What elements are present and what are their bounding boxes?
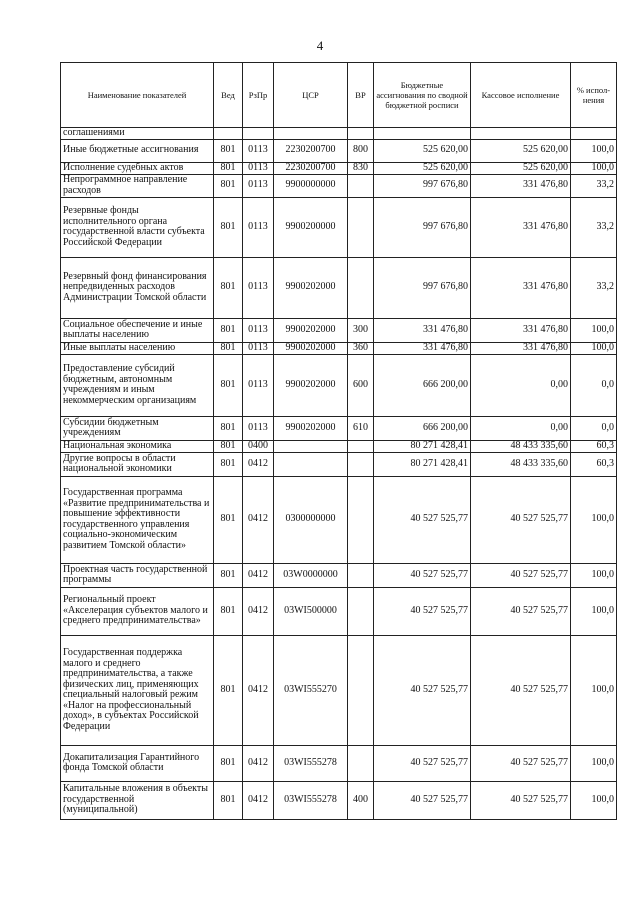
row-csr: 9900000000: [274, 174, 348, 197]
row-budget: 997 676,80: [374, 174, 471, 197]
row-ved: 801: [214, 257, 243, 318]
header-ved: Вед: [214, 63, 243, 128]
row-pct: 100,0: [571, 342, 617, 354]
row-rzpr: 0113: [243, 416, 274, 440]
row-cash: 331 476,80: [471, 197, 571, 257]
row-csr: 03WI555278: [274, 781, 348, 819]
row-vr: [348, 476, 374, 563]
row-name: Предоставление субсидий бюджетным, автономным учреждениям и иным некоммерческим организациям: [61, 354, 214, 416]
row-pct: 100,0: [571, 587, 617, 635]
row-cash: 331 476,80: [471, 318, 571, 342]
row-name: Резервные фонды исполнительного органа государственной власти субъекта Российской Федерации: [61, 197, 214, 257]
row-budget: 666 200,00: [374, 354, 471, 416]
table-row: [61, 416, 617, 440]
row-cash: 40 527 525,77: [471, 476, 571, 563]
row-cash: 525 620,00: [471, 139, 571, 162]
row-csr: 9900202000: [274, 416, 348, 440]
row-budget: 40 527 525,77: [374, 635, 471, 745]
row-budget: 40 527 525,77: [374, 476, 471, 563]
row-pct: 0,0: [571, 354, 617, 416]
table-row: [61, 452, 617, 476]
budget-execution-table: [60, 62, 617, 820]
row-rzpr: 0113: [243, 342, 274, 354]
row-ved: 801: [214, 342, 243, 354]
row-csr: 03WI555270: [274, 635, 348, 745]
row-pct: 33,2: [571, 197, 617, 257]
row-name: Иные выплаты населению: [61, 342, 214, 354]
row-pct: 100,0: [571, 476, 617, 563]
row-pct: 100,0: [571, 563, 617, 587]
row-rzpr: 0412: [243, 745, 274, 781]
row-vr: 400: [348, 781, 374, 819]
row-csr: 9900200000: [274, 197, 348, 257]
row-budget: 331 476,80: [374, 318, 471, 342]
row-name: Резервный фонд финансирования непредвиденных расходов Администрации Томской области: [61, 257, 214, 318]
row-cash: [471, 128, 571, 140]
header-rzpr: РзПр: [243, 63, 274, 128]
row-pct: 100,0: [571, 745, 617, 781]
row-rzpr: 0113: [243, 257, 274, 318]
row-name: Другие вопросы в области национальной экономики: [61, 452, 214, 476]
table-header-row: [61, 63, 617, 128]
row-ved: [214, 128, 243, 140]
row-pct: 100,0: [571, 162, 617, 174]
row-ved: 801: [214, 745, 243, 781]
row-pct: [571, 128, 617, 140]
row-budget: 525 620,00: [374, 162, 471, 174]
row-ved: 801: [214, 354, 243, 416]
row-budget: 80 271 428,41: [374, 440, 471, 452]
table-row: [61, 440, 617, 452]
row-pct: 100,0: [571, 139, 617, 162]
row-name: Национальная экономика: [61, 440, 214, 452]
row-ved: 801: [214, 563, 243, 587]
row-name: Исполнение судебных актов: [61, 162, 214, 174]
row-budget: 997 676,80: [374, 197, 471, 257]
row-budget: 40 527 525,77: [374, 587, 471, 635]
row-ved: 801: [214, 139, 243, 162]
row-budget: 40 527 525,77: [374, 563, 471, 587]
row-vr: 300: [348, 318, 374, 342]
row-budget: 525 620,00: [374, 139, 471, 162]
row-vr: [348, 745, 374, 781]
row-vr: [348, 452, 374, 476]
row-vr: [348, 440, 374, 452]
row-budget: 40 527 525,77: [374, 781, 471, 819]
row-cash: 40 527 525,77: [471, 563, 571, 587]
row-name: Проектная часть государственной программы: [61, 563, 214, 587]
row-rzpr: 0412: [243, 452, 274, 476]
row-pct: 0,0: [571, 416, 617, 440]
table-row: [61, 139, 617, 162]
row-pct: 100,0: [571, 635, 617, 745]
row-rzpr: 0412: [243, 563, 274, 587]
row-csr: [274, 452, 348, 476]
table-row: [61, 174, 617, 197]
row-ved: 801: [214, 416, 243, 440]
row-vr: [348, 128, 374, 140]
table-row: [61, 635, 617, 745]
row-ved: 801: [214, 318, 243, 342]
row-cash: 40 527 525,77: [471, 587, 571, 635]
row-cash: 48 433 335,60: [471, 440, 571, 452]
row-pct: 60,3: [571, 440, 617, 452]
row-name: Субсидии бюджетным учреждениям: [61, 416, 214, 440]
row-cash: 48 433 335,60: [471, 452, 571, 476]
row-pct: 100,0: [571, 781, 617, 819]
row-csr: 9900202000: [274, 354, 348, 416]
row-csr: 03WI500000: [274, 587, 348, 635]
table-row: [61, 781, 617, 819]
table-row: [61, 162, 617, 174]
row-rzpr: 0412: [243, 635, 274, 745]
row-csr: 03WI555278: [274, 745, 348, 781]
row-rzpr: 0113: [243, 174, 274, 197]
row-rzpr: [243, 128, 274, 140]
row-ved: 801: [214, 587, 243, 635]
row-rzpr: 0113: [243, 354, 274, 416]
row-vr: [348, 587, 374, 635]
row-pct: 60,3: [571, 452, 617, 476]
row-name: Региональный проект «Акселерация субъектов малого и среднего предпринимательства»: [61, 587, 214, 635]
row-budget: 331 476,80: [374, 342, 471, 354]
row-budget: 80 271 428,41: [374, 452, 471, 476]
row-ved: 801: [214, 452, 243, 476]
table-row: [61, 587, 617, 635]
table-row: [61, 257, 617, 318]
table-row: [61, 342, 617, 354]
row-budget: 666 200,00: [374, 416, 471, 440]
row-csr: 2230200700: [274, 139, 348, 162]
row-ved: 801: [214, 197, 243, 257]
row-rzpr: 0412: [243, 781, 274, 819]
row-pct: 33,2: [571, 174, 617, 197]
row-csr: 9900202000: [274, 342, 348, 354]
row-csr: [274, 128, 348, 140]
row-cash: 331 476,80: [471, 257, 571, 318]
row-cash: 0,00: [471, 416, 571, 440]
row-cash: 40 527 525,77: [471, 781, 571, 819]
row-vr: 800: [348, 139, 374, 162]
row-budget: 40 527 525,77: [374, 745, 471, 781]
row-ved: 801: [214, 781, 243, 819]
row-csr: 0300000000: [274, 476, 348, 563]
table-row: [61, 128, 617, 140]
page-number: 4: [316, 38, 324, 53]
row-rzpr: 0412: [243, 587, 274, 635]
row-csr: 03W0000000: [274, 563, 348, 587]
row-vr: 610: [348, 416, 374, 440]
row-cash: 0,00: [471, 354, 571, 416]
row-csr: 9900202000: [274, 257, 348, 318]
row-name: Докапитализация Гарантийного фонда Томской области: [61, 745, 214, 781]
row-rzpr: 0400: [243, 440, 274, 452]
row-name: Государственная поддержка малого и среднего предпринимательства, а также физических лиц, применяющих специальный налоговый режим «Налог на профессиональный доход», в субъектах Российской Федерации: [61, 635, 214, 745]
row-pct: 33,2: [571, 257, 617, 318]
row-rzpr: 0113: [243, 318, 274, 342]
row-name: соглашениями: [61, 128, 214, 140]
header-budget: Бюджетные ассигнования по сводной бюджетной росписи: [374, 63, 471, 128]
header-name: Наименование показателей: [61, 63, 214, 128]
table-row: [61, 563, 617, 587]
row-name: Непрограммное направление расходов: [61, 174, 214, 197]
row-vr: [348, 563, 374, 587]
row-vr: [348, 174, 374, 197]
row-rzpr: 0412: [243, 476, 274, 563]
header-vr: ВР: [348, 63, 374, 128]
row-rzpr: 0113: [243, 139, 274, 162]
row-name: Капитальные вложения в объекты государственной (муниципальной): [61, 781, 214, 819]
row-vr: [348, 635, 374, 745]
row-budget: 997 676,80: [374, 257, 471, 318]
header-csr: ЦСР: [274, 63, 348, 128]
row-csr: [274, 440, 348, 452]
row-vr: 830: [348, 162, 374, 174]
row-vr: [348, 197, 374, 257]
row-csr: 9900202000: [274, 318, 348, 342]
row-cash: 331 476,80: [471, 342, 571, 354]
row-name: Социальное обеспечение и иные выплаты населению: [61, 318, 214, 342]
row-cash: 40 527 525,77: [471, 635, 571, 745]
table-row: [61, 318, 617, 342]
row-ved: 801: [214, 635, 243, 745]
row-vr: 600: [348, 354, 374, 416]
row-ved: 801: [214, 162, 243, 174]
row-budget: [374, 128, 471, 140]
row-vr: [348, 257, 374, 318]
row-ved: 801: [214, 476, 243, 563]
row-rzpr: 0113: [243, 162, 274, 174]
row-rzpr: 0113: [243, 197, 274, 257]
row-name: Иные бюджетные ассигнования: [61, 139, 214, 162]
row-ved: 801: [214, 174, 243, 197]
row-ved: 801: [214, 440, 243, 452]
row-pct: 100,0: [571, 318, 617, 342]
row-cash: 525 620,00: [471, 162, 571, 174]
row-cash: 331 476,80: [471, 174, 571, 197]
table-row: [61, 745, 617, 781]
row-vr: 360: [348, 342, 374, 354]
row-csr: 2230200700: [274, 162, 348, 174]
table-row: [61, 354, 617, 416]
header-cash: Кассовое исполнение: [471, 63, 571, 128]
row-cash: 40 527 525,77: [471, 745, 571, 781]
row-name: Государственная программа «Развитие предпринимательства и повышение эффективности государственного управления социально-экономическим развитием Томской области»: [61, 476, 214, 563]
table-row: [61, 476, 617, 563]
table-row: [61, 197, 617, 257]
header-pct: % испол-нения: [571, 63, 617, 128]
